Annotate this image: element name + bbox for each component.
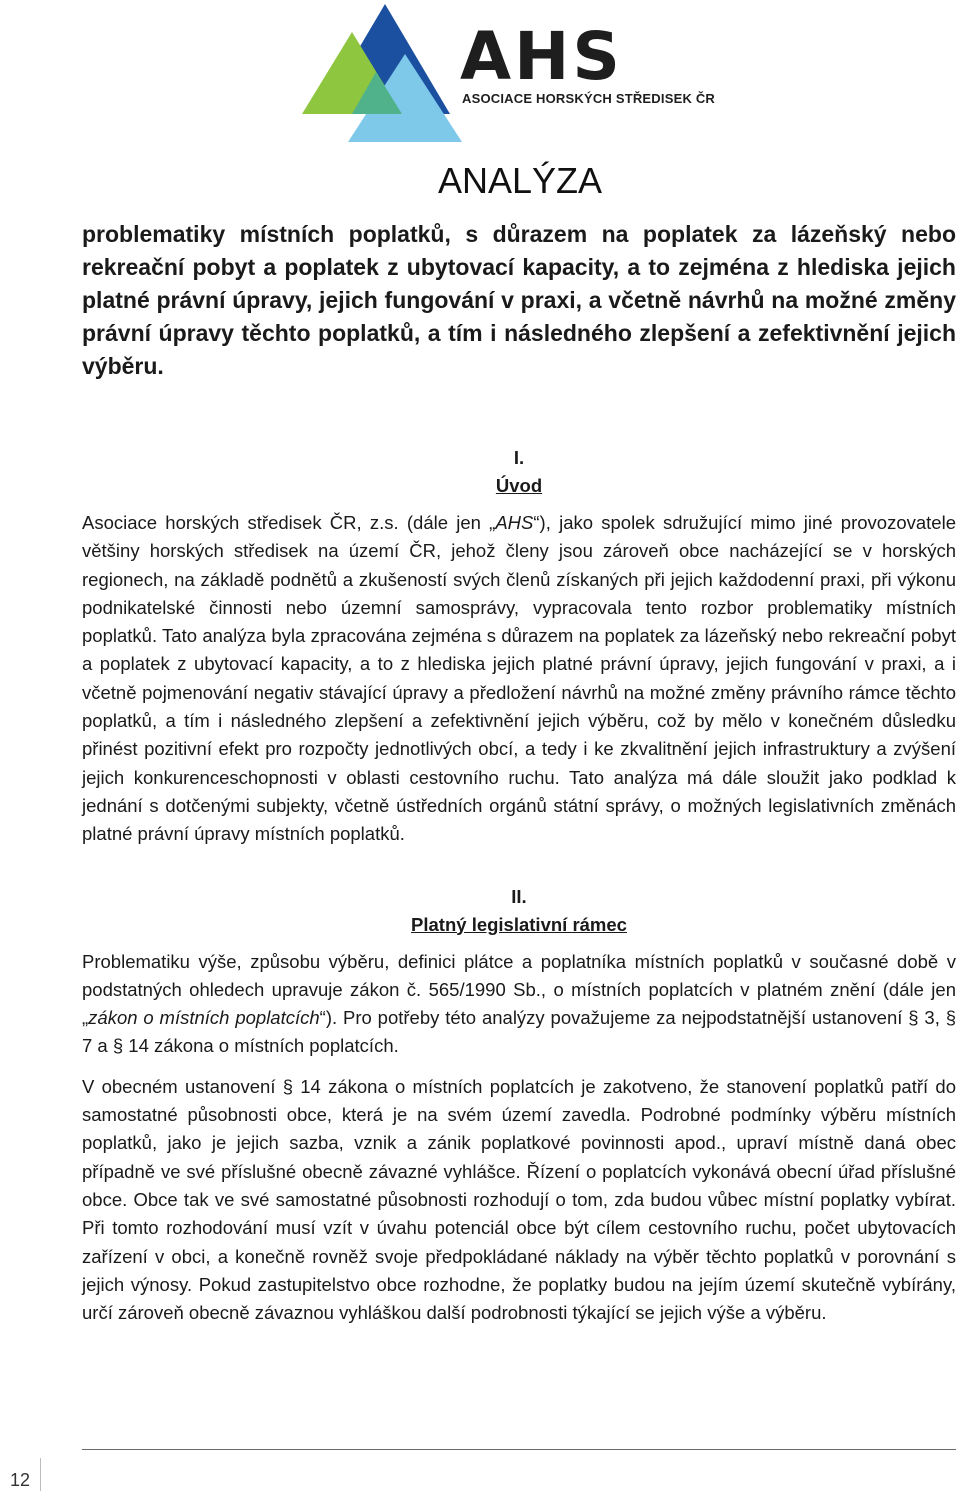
paragraph-text: Asociace horských středisek ČR, z.s. (dále jen „	[82, 512, 496, 533]
document-body	[82, 218, 956, 1327]
section-title: Platný legislativní rámec	[411, 913, 627, 935]
triangles-logo-icon	[300, 2, 470, 144]
section-heading-legal-framework	[82, 883, 956, 939]
logo-wordmark: AHS	[460, 18, 623, 95]
section-title: Úvod	[495, 475, 543, 496]
logo-tagline: ASOCIACE HORSKÝCH STŘEDISEK ČR	[462, 91, 716, 106]
document-subtitle: problematiky místních poplatků, s důrazem na poplatek za lázeňský nebo rekreační pobyt a poplatek z ubytovací kapacity, a to zejména z hlediska jejich platné právní úpravy, jejich fungování v praxi, a včetně návrhů na možné změny právní úpravy těchto poplatků, a tím i následného zlepšení a zefektivnění jejich výběru.	[82, 221, 956, 379]
footnote-divider	[82, 1449, 956, 1450]
paragraph-text: “). Pro potřeby této analýzy považujeme za nejpodstatnější ustanovení § 3, § 7 a § 14 zákona o místních poplatcích.	[82, 1007, 956, 1057]
section-number: I.	[513, 447, 525, 468]
page-number: 12	[9, 1470, 31, 1490]
paragraph-text: “), jako spolek sdružující mimo jiné provozovatele většiny horských středisek na území ČR, jehož členy jsou zároveň obce nacházející se v horských regionech, na základě podnětů a zkušeností svých členů získaných při jejich každodenní praxi, při výkonu podnikatelské činnosti nebo územní samosprávy, vypracovala tento rozbor problematiky místních poplatků. Tato analýza byla zpracována zejména s důrazem na poplatek za lázeňský nebo rekreační pobyt a poplatek z ubytovací kapacity, a to z hlediska jejich platné právní úpravy, jejich fungování v praxi, a i včetně pojmenování negativ stávající úpravy a předložení návrhů na možné změny právního rámce těchto poplatků, a tím i následného zlepšení a zefektivnění jejich výběru, což by mělo v konečném důsledku přinést pozitivní efekt pro rozpočty jednotlivých obcí, a tedy i ke zkvalitnění jejich infrastruktury a zvýšení jejich konkurenceschopnosti v oblasti cestovního ruchu. Tato analýza má dále sloužit jako podklad k jednání s dotčenými subjekty, včetně ústředních orgánů státní správy, o možných legislativních změnách platné právní úpravy místních poplatků.	[82, 512, 956, 845]
abbreviation-law: zákon o místních poplatcích	[88, 1007, 320, 1029]
intro-paragraph	[82, 509, 956, 849]
abbreviation-ahs: AHS	[495, 512, 534, 533]
section-number: II.	[511, 885, 527, 907]
paragraph-text: Problematiku výše, způsobu výběru, definici plátce a poplatníka místních poplatků v současné době v podstatných ohledech upravuje zákon č. 565/1990 Sb., o místních poplatcích v platném znění (dále jen „	[82, 950, 956, 1029]
section-heading-intro	[82, 444, 956, 500]
general-provision-paragraph: V obecném ustanovení § 14 zákona o místních poplatcích je zakotveno, že stanovení poplatků patří do samostatné působnosti obce, která je na svém území zavedla. Podrobné podmínky výběru místních poplatků, jako je jejich sazba, vznik a zánik poplatkové povinnosti apod., upraví místně daná obec případně ve své příslušné obecně závazné vyhlášce. Řízení o poplatcích vykonává obecní úřad příslušné obce. Obce tak ve své samostatné působnosti rozhodují o tom, zda budou vůbec místní poplatky vybírat. Při tomto rozhodování musí vzít v úvahu potenciál obce být cílem cestovního ruchu, počet ubytovacích zařízení v obci, a konečně rovněž svoje předpokládané náklady na výběr těchto poplatků v porovnání s jejich výnosy. Pokud zastupitelstvo obce rozhodne, že poplatky budou na jejím území skutečně vybírány, určí zároveň obecně závaznou vyhláškou další podrobnosti týkající se jejich výše a výběru.	[82, 1075, 956, 1324]
legal-framework-paragraph	[82, 948, 956, 1061]
document-title: ANALÝZA	[437, 160, 603, 201]
page-number-divider	[40, 1458, 41, 1491]
ahs-logo	[300, 2, 716, 144]
